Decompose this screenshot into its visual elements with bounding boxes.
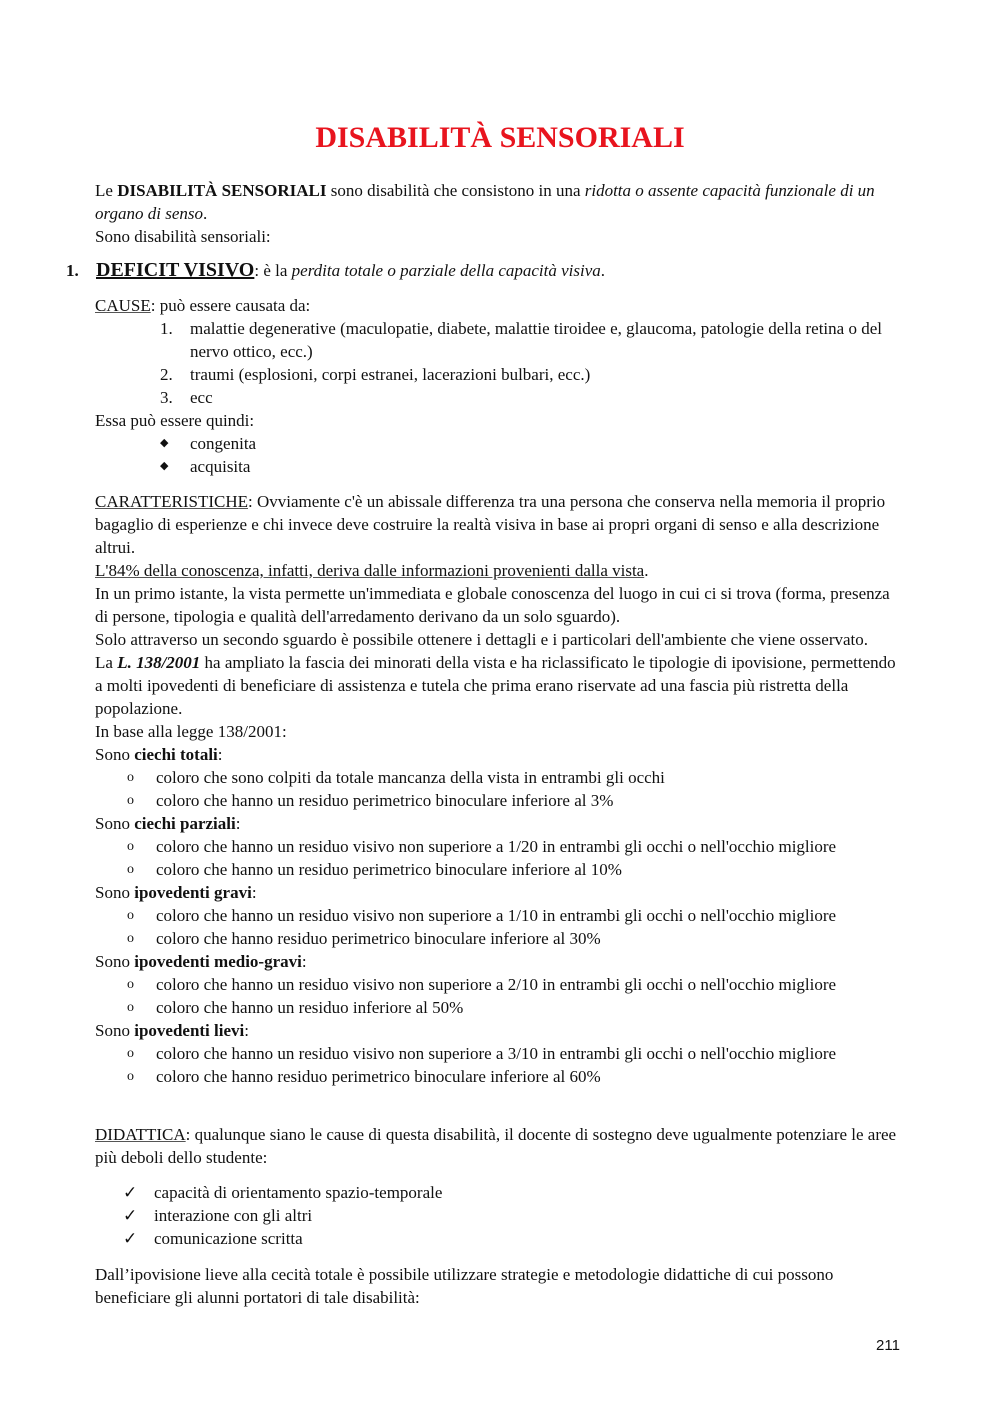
- circle-bullet-icon: o: [127, 1046, 134, 1061]
- category-name: ipovedenti gravi: [134, 883, 252, 902]
- circle-bullet-icon: o: [127, 839, 134, 854]
- intro-line2: Sono disabilità sensoriali:: [95, 227, 271, 246]
- circle-bullet-icon: o: [127, 1069, 134, 1084]
- list-item: o coloro che hanno un residuo visivo non superiore a 3/10 in entrambi gli occhi o nell'occhio migliore: [127, 1044, 837, 1063]
- closing-paragraph: Dall’ipovisione lieve alla cecità totale è possibile utilizzare strategie e metodologie didattiche di cui possono beneficiare gli alunni portatori di tale disabilità:: [95, 1265, 834, 1307]
- cause-label: CAUSE: [95, 296, 151, 315]
- category-block: Sono ciechi parziali: o coloro che hanno un residuo visivo non superiore a 1/20 in entrambi gli occhi o nell'occhio migliore o coloro che hanno un residuo perimetrico binoculare inferiore al 10%: [95, 812, 905, 881]
- paragraph: Solo attraverso un secondo sguardo è possibile ottenere i dettagli e i particolari dell'ambiente che viene osservato.: [95, 630, 869, 649]
- section-number: 1.: [66, 261, 79, 280]
- list-item: 2. traumi (esplosioni, corpi estranei, lacerazioni bulbari, ecc.): [160, 365, 591, 384]
- caratteristiche-section: CARATTERISTICHE: Ovviamente c'è un abissale differenza tra una persona che conserva nella memoria il proprio bagaglio di esperienze e chi invece deve costruire la realtà visiva in base ai propri organi di senso e alla descrizione altrui. L'84% della conoscenza, infatti, deriva dalle informazioni provenienti dalla vista. In un primo istante, la vista permette un'immediata e globale conoscenza del luogo in cui ci si trova (forma, presenza di persone, tipologia e qualità dell'arredamento derivano da un solo sguardo). Solo attraverso un secondo sguardo è possibile ottenere i dettagli e i particolari dell'ambiente che viene osservato. La L. 138/2001 ha ampliato la fascia dei minorati della vista e ha riclassificato le tipologie di ipovisione, permettendo a molti ipovedenti di beneficiare di assistenza e tutela che prima erano riservate ad una fascia più ristretta della popolazione. In base alla legge 138/2001: Sono ciechi totali: o coloro che sono colpiti da totale mancanza della vista in entrambi gli occhi o coloro che hanno un residuo perimetrico binoculare inferiore al 3% Sono ciechi parziali: o coloro che hanno un residuo visivo non superiore a 1/20 in entrambi gli occhi o nell'occhio migliore o coloro che hanno un residuo perimetrico binoculare inferiore al 10% Sono ipovedenti gravi: o coloro che hanno un residuo visivo non superiore a 1/10 in entrambi gli occhi o nell'occhio migliore o coloro che hanno residuo perimetrico binoculare inferiore al 30% Sono ipovedenti medio-gravi: o coloro che hanno un residuo visivo non superiore a 2/10 in entrambi gli occhi o nell'occhio migliore o coloro che hanno un residuo inferiore al 50% Sono ipovedenti lievi: o coloro che hanno un residuo visivo non superiore a 3/10 in entrambi gli occhi o nell'occhio migliore o coloro che hanno residuo perimetrico binoculare inferiore al 60%: [95, 490, 905, 1088]
- circle-bullet-icon: o: [127, 931, 134, 946]
- caratteristiche-label: CARATTERISTICHE: [95, 492, 248, 511]
- list-item: o coloro che hanno un residuo visivo non superiore a 1/10 in entrambi gli occhi o nell'occhio migliore: [127, 906, 837, 925]
- list-item: o coloro che hanno residuo perimetrico binoculare inferiore al 60%: [127, 1067, 601, 1086]
- bullet-list: [95, 432, 905, 478]
- intro-bold: DISABILITÀ SENSORIALI: [117, 181, 327, 200]
- category-name: ciechi parziali: [134, 814, 236, 833]
- list-item: ◆ acquisita: [160, 457, 251, 476]
- list-item: o coloro che hanno un residuo perimetrico binoculare inferiore al 10%: [127, 860, 622, 879]
- didattica-section: DIDATTICA: qualunque siano le cause di questa disabilità, il docente di sostegno deve ugualmente potenziare le aree più deboli dello studente: ✓ capacità di orientamento spazio-temporale ✓ interazione con gli altri ✓ comunicazione scritta Dall’ipovisione lieve alla cecità totale è possibile utilizzare strategie e metodologie didattiche di cui possono beneficiare gli alunni portatori di tale disabilità:: [95, 1123, 905, 1309]
- list-item: o coloro che hanno un residuo visivo non superiore a 1/20 in entrambi gli occhi o nell'occhio migliore: [127, 837, 837, 856]
- paragraph: In base alla legge 138/2001:: [95, 722, 287, 741]
- check-icon: ✓: [123, 1206, 138, 1225]
- section-definition: perdita totale o parziale della capacità visiva: [291, 261, 601, 280]
- list-item: o coloro che sono colpiti da totale mancanza della vista in entrambi gli occhi: [127, 768, 665, 787]
- circle-bullet-icon: o: [127, 908, 134, 923]
- check-icon: ✓: [123, 1183, 138, 1202]
- category-block: Sono ipovedenti medio-gravi: o coloro che hanno un residuo visivo non superiore a 2/10 in entrambi gli occhi o nell'occhio migliore o coloro che hanno un residuo inferiore al 50%: [95, 950, 905, 1019]
- category-name: ipovedenti lievi: [134, 1021, 245, 1040]
- list-item: ✓ interazione con gli altri: [123, 1206, 313, 1225]
- check-icon: ✓: [123, 1229, 138, 1248]
- intro-paragraph: Le DISABILITÀ SENSORIALI sono disabilità che consistono in una ridotta o assente capacità funzionale di un organo di senso. Sono disabilità sensoriali:: [95, 179, 905, 248]
- cause-list: [95, 317, 905, 409]
- circle-bullet-icon: o: [127, 862, 134, 877]
- category-name: ciechi totali: [134, 745, 218, 764]
- page-number: 211: [876, 1337, 900, 1354]
- circle-bullet-icon: o: [127, 793, 134, 808]
- list-item: 1. malattie degenerative (maculopatie, diabete, malattie tiroidee e, glaucoma, patologie della retina o del nervo ottico, ecc.): [160, 319, 882, 361]
- diamond-bullet-icon: ◆: [160, 460, 169, 472]
- list-item: o coloro che hanno residuo perimetrico binoculare inferiore al 30%: [127, 929, 601, 948]
- category-name: ipovedenti medio-gravi: [134, 952, 302, 971]
- cause-quindi: Essa può essere quindi:: [95, 411, 255, 430]
- list-item: o coloro che hanno un residuo visivo non superiore a 2/10 in entrambi gli occhi o nell'occhio migliore: [127, 975, 837, 994]
- page-title: DISABILITÀ SENSORIALI: [315, 121, 685, 154]
- diamond-bullet-icon: ◆: [160, 437, 169, 449]
- law-reference: L. 138/2001: [117, 653, 201, 672]
- list-item: ✓ comunicazione scritta: [123, 1229, 303, 1248]
- category-block: Sono ciechi totali: o coloro che sono colpiti da totale mancanza della vista in entrambi gli occhi o coloro che hanno un residuo perimetrico binoculare inferiore al 3%: [95, 743, 905, 812]
- list-item: ◆ congenita: [160, 434, 257, 453]
- circle-bullet-icon: o: [127, 1000, 134, 1015]
- didattica-label: DIDATTICA: [95, 1125, 186, 1144]
- section-title: DEFICIT VISIVO: [96, 259, 255, 281]
- cause-section: CAUSE: può essere causata da: 1. malattie degenerative (maculopatie, diabete, malattie tiroidee e, glaucoma, patologie della retina o del nervo ottico, ecc.) 2. traumi (esplosioni, corpi estranei, lacerazioni bulbari, ecc.) 3. ecc Essa può essere quindi: ◆ congenita ◆ acquisita: [95, 294, 905, 478]
- list-item: ✓ capacità di orientamento spazio-temporale: [123, 1183, 443, 1202]
- list-item: o coloro che hanno un residuo inferiore al 50%: [127, 998, 464, 1017]
- check-list: [95, 1181, 905, 1250]
- list-item: 3. ecc: [160, 388, 213, 407]
- category-block: Sono ipovedenti lievi: o coloro che hanno un residuo visivo non superiore a 3/10 in entrambi gli occhi o nell'occhio migliore o coloro che hanno residuo perimetrico binoculare inferiore al 60%: [95, 1019, 905, 1088]
- circle-bullet-icon: o: [127, 770, 134, 785]
- category-block: Sono ipovedenti gravi: o coloro che hanno un residuo visivo non superiore a 1/10 in entrambi gli occhi o nell'occhio migliore o coloro che hanno residuo perimetrico binoculare inferiore al 30%: [95, 881, 905, 950]
- paragraph: In un primo istante, la vista permette un'immediata e globale conoscenza del luogo in cui ci si trova (forma, presenza di persone, tipologia e qualità dell'arredamento derivano da un solo sguardo).: [95, 584, 890, 626]
- underlined-statement: L'84% della conoscenza, infatti, deriva dalle informazioni provenienti dalla vista: [95, 561, 645, 580]
- circle-bullet-icon: o: [127, 977, 134, 992]
- section-heading-deficit-visivo: 1. DEFICIT VISIVO: è la perdita totale o parziale della capacità visiva.: [66, 259, 606, 281]
- intro-italic: ridotta o assente capacità funzionale di un organo di senso: [95, 181, 875, 223]
- list-item: o coloro che hanno un residuo perimetrico binoculare inferiore al 3%: [127, 791, 614, 810]
